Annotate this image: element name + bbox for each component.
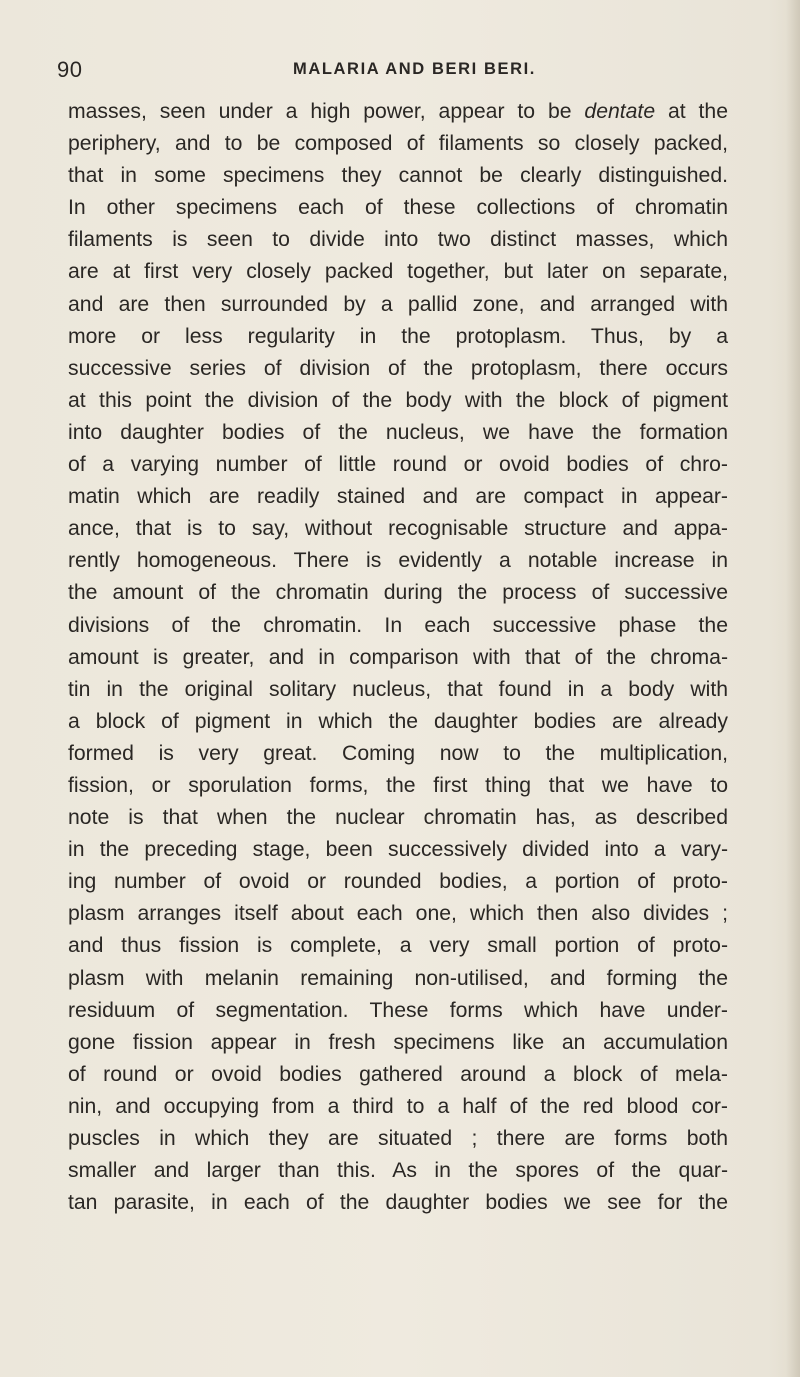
running-title: MALARIA AND BERI BERI.: [293, 60, 536, 78]
text-line: residuum of segmentation. These forms which have under-: [68, 998, 728, 1022]
text-line: fission, or sporulation forms, the first thing that we have to: [68, 773, 728, 797]
text-line: the amount of the chromatin during the process of successive: [68, 581, 728, 605]
text-line: in the preceding stage, been successively divided into a vary-: [68, 838, 728, 862]
page-edge-shadow: [786, 0, 800, 1377]
body-text: [68, 96, 728, 1219]
text-line: ance, that is to say, without recognisable structure and appa-: [68, 517, 728, 541]
text-line: formed is very great. Coming now to the multiplication,: [68, 741, 728, 765]
text-line: tin in the original solitary nucleus, that found in a body with: [68, 677, 728, 701]
text-line: note is that when the nuclear chromatin has, as described: [68, 806, 728, 830]
text-line: filaments is seen to divide into two distinct masses, which: [68, 228, 728, 252]
text-line: nin, and occupying from a third to a half of the red blood cor-: [68, 1094, 728, 1118]
text-line: In other specimens each of these collections of chromatin: [68, 196, 728, 220]
text-line: smaller and larger than this. As in the spores of the quar-: [68, 1159, 728, 1183]
text-line: and thus fission is complete, a very small portion of proto-: [68, 934, 728, 958]
text-line: are at first very closely packed together, but later on separate,: [68, 260, 728, 284]
text-line: at this point the division of the body with the block of pigment: [68, 388, 728, 412]
text-line: puscles in which they are situated ; there are forms both: [68, 1127, 728, 1150]
text-line: divisions of the chromatin. In each successive phase the: [68, 613, 728, 637]
text-line: successive series of division of the protoplasm, there occurs: [68, 356, 728, 380]
text-line: plasm with melanin remaining non-utilised, and forming the: [68, 966, 728, 990]
text-line: a block of pigment in which the daughter bodies are already: [68, 709, 728, 733]
text-line: that in some specimens they cannot be clearly distinguished.: [68, 164, 728, 188]
text-line: into daughter bodies of the nucleus, we have the formation: [68, 420, 728, 444]
text-line: amount is greater, and in comparison with that of the chroma-: [68, 645, 728, 669]
page-number: 90: [57, 57, 83, 82]
text-line: masses, seen under a high power, appear to be dentate at the: [68, 100, 728, 123]
text-line: plasm arranges itself about each one, which then also divides ;: [68, 902, 728, 926]
running-head: [0, 57, 800, 87]
text-line: rently homogeneous. There is evidently a notable increase in: [68, 549, 728, 573]
text-line: more or less regularity in the protoplasm. Thus, by a: [68, 324, 728, 348]
text-line: matin which are readily stained and are compact in appear-: [68, 485, 728, 509]
text-line: gone fission appear in fresh specimens like an accumulation: [68, 1030, 728, 1054]
italic-term: dentate: [584, 100, 656, 123]
text-line: ing number of ovoid or rounded bodies, a portion of proto-: [68, 870, 728, 894]
text-line: periphery, and to be composed of filaments so closely packed,: [68, 132, 728, 156]
text-line: tan parasite, in each of the daughter bodies we see for the: [68, 1191, 728, 1215]
text-line: and are then surrounded by a pallid zone, and arranged with: [68, 292, 728, 316]
text-line: of round or ovoid bodies gathered around a block of mela-: [68, 1062, 728, 1086]
text-line: of a varying number of little round or ovoid bodies of chro-: [68, 453, 728, 477]
